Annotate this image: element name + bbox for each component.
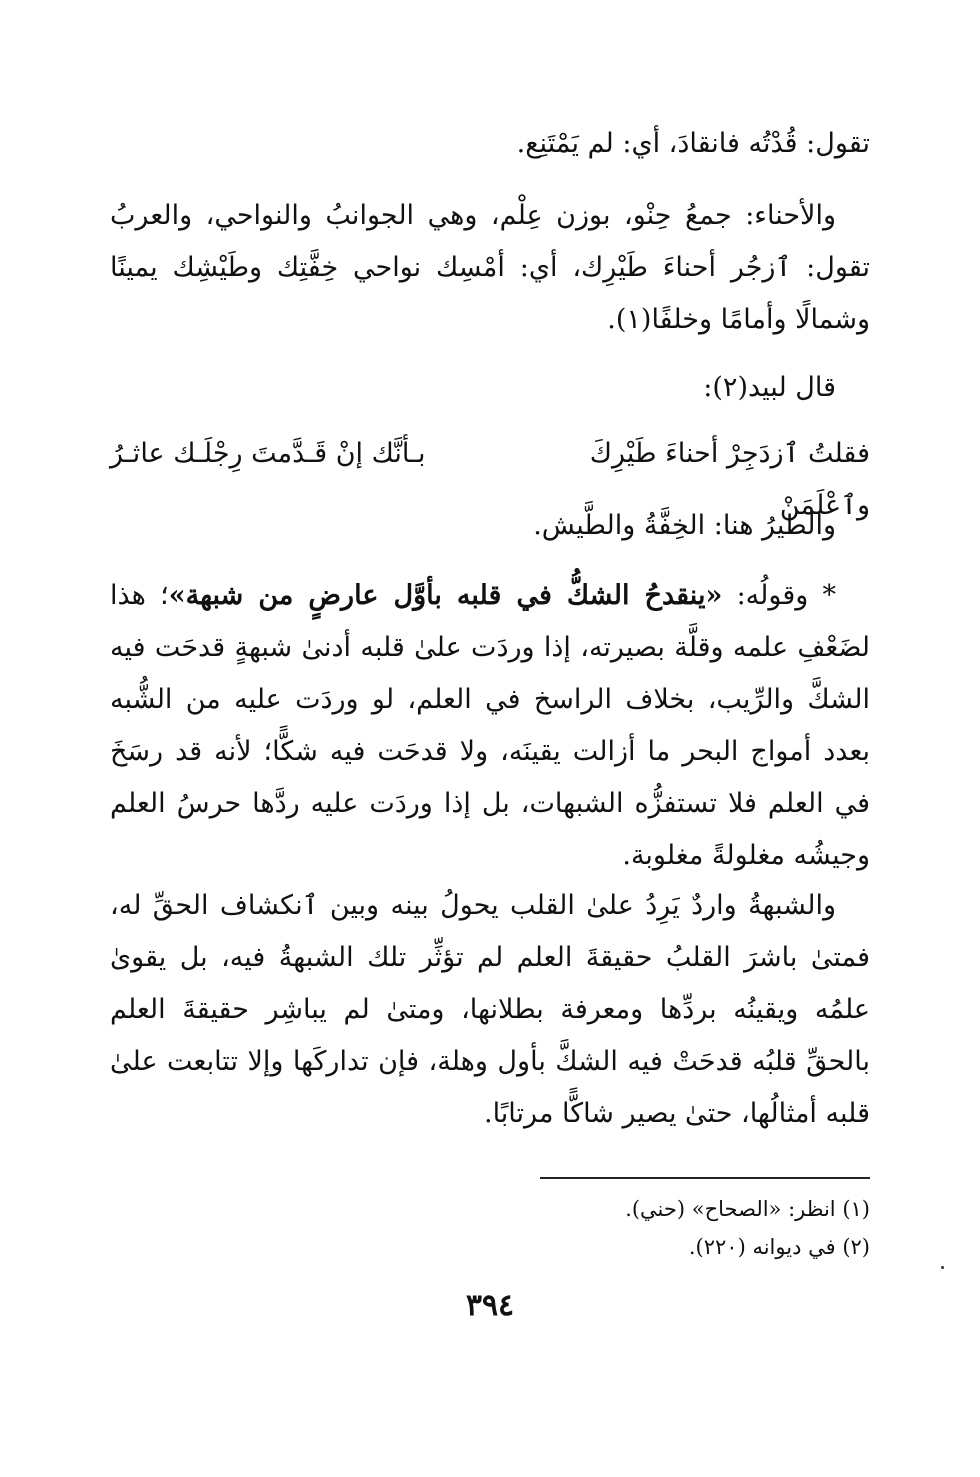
footnotes	[110, 1190, 870, 1266]
scan-speck	[941, 1266, 944, 1269]
paragraph-3: قال لبيد(٢):	[703, 372, 836, 403]
paragraph-1: تقول: قُدْتُه فانقادَ، أي: لم يَمْتَنِع.	[516, 128, 870, 159]
poem-verse	[110, 428, 870, 521]
paragraph-2: والأحناء: جمعُ حِنْو، بوزن عِلْم، وهي الجوانبُ والنواحي، والعربُ تقول: ٱزجُر أحناءَ طَيْرِك، أي: أمْسِك نواحي خِفَّتِك وطَيْشِك يمينًا وشمالًا وأمامًا وخلفًا(١).	[110, 200, 870, 335]
footnote-divider	[540, 1177, 870, 1179]
paragraph-6: والشبهةُ واردٌ يَرِدُ علىٰ القلب يحولُ بينه وبين ٱنكشاف الحقِّ له، فمتىٰ باشرَ القلبُ حقيقةَ العلم لم تؤثِّر تلك الشبهةُ فيه، بل يقوىٰ علمُه ويقينُه بردِّها ومعرفة بطلانها، ومتىٰ لم يباشِر حقيقةَ العلم بالحقِّ قلبُه قدحَتْ فيه الشكَّ بأول وهلة، فإن تداركَها وإلا تتابعت علىٰ قلبه أمثالُها، حتىٰ يصير شاكًّا مرتابًا.	[110, 890, 870, 1129]
paragraph-5-lead: * وقولُه:	[722, 580, 837, 611]
footnote-2: (٢) في ديوانه (٢٢٠).	[688, 1235, 870, 1259]
verse-second-hemistich: بـأنَّك إنْ قَـدَّمتَ رِجْلَـك عاثـرُ	[110, 438, 426, 469]
verse-first-hemistich: فقلتُ ٱزدَجِرْ أحناءَ طَيْرِكَ وٱعْلَمَنْ	[589, 438, 870, 521]
paragraph-4: والطيرُ هنا: الخِفَّةُ والطَّيش.	[533, 510, 836, 541]
paragraph-5-quote: «ينقدحُ الشكُّ في قلبه بأوَّل عارضٍ من شبهة»	[168, 580, 723, 611]
paragraph-5-body: ؛ هذا لضَعْفِ علمه وقلَّة بصيرته، إذا وردَت علىٰ قلبه أدنىٰ شبهةٍ قدحَت فيه الشكَّ والرِّيب، بخلاف الراسخ في العلم، لو وردَت عليه من الشُّبه بعدد أمواج البحر ما أزالت يقينَه، ولا قدحَت فيه شكًّا؛ لأنه قد رسَخَ في العلم فلا تستفزُّه الشبهات، بل إذا وردَت عليه ردَّها حرسُ العلم وجيشُه مغلولةً مغلوبة.	[110, 580, 870, 871]
footnote-1: (١) انظر: «الصحاح» (حني).	[625, 1197, 870, 1221]
page-number: ٣٩٤	[465, 1288, 515, 1323]
paragraph-5	[110, 570, 870, 882]
